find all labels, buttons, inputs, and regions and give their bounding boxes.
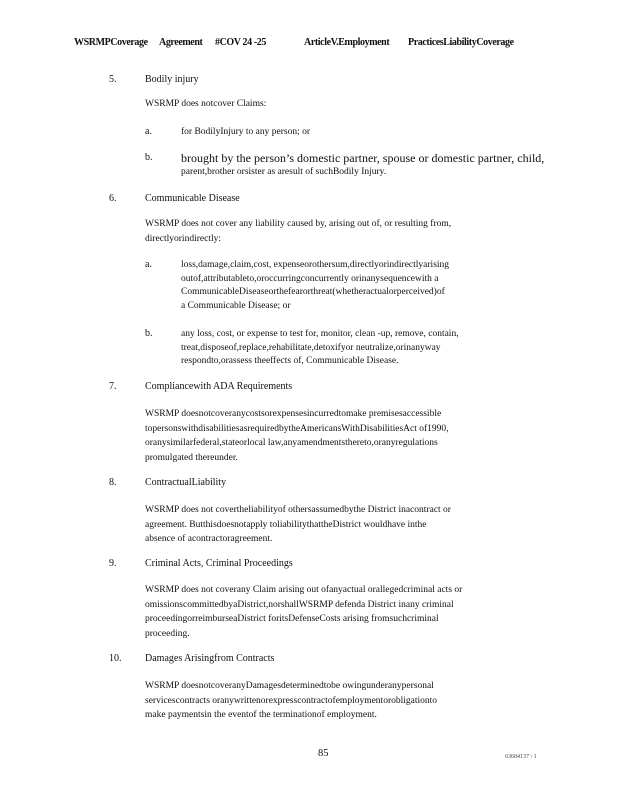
section-6-a-line4: a Communicable Disease; or [181, 300, 291, 311]
section-10-line1: WSRMP doesnotcoveranyDamagesdeterminedtobe owingunderanypersonal [145, 681, 434, 691]
section-5-a-label: a. [145, 126, 152, 137]
section-10-title: Damages Arisingfrom Contracts [145, 653, 275, 664]
section-6-a-text [181, 259, 449, 313]
section-5-intro-text: WSRMP does notcover Claims: [145, 99, 267, 109]
section-5-title: Bodily injury [145, 74, 199, 85]
section-6-a-line3: CommunicableDiseaseorthefearorthreat(whetheractualorperceived)of [181, 287, 445, 297]
section-9-line1: WSRMP does not coverany Claim arising out ofanyactual orallegedcriminal acts or [145, 585, 463, 595]
section-9-number: 9. [109, 558, 117, 569]
section-7-line2: topersonswithdisabilitiesasrequiredbytheAmericansWithDisabilitiesAct of1990, [145, 423, 449, 434]
section-7-line1: WSRMP doesnotcoveranycostsorexpensesincurredtomake premisesaccessible [145, 409, 442, 419]
section-8-number: 8. [109, 477, 117, 488]
section-6-intro [145, 217, 451, 246]
section-7-line4: promulgated thereunder. [145, 452, 238, 463]
section-6-b-line3: respondto,orassess theeffects of, Communicable Disease. [181, 356, 399, 366]
section-9-line4: proceeding. [145, 628, 190, 639]
section-5-b-text [181, 151, 544, 180]
document-reference: 63684137 \ 1 [505, 754, 537, 760]
section-10-line2: servicescontracts oranywrittenorexpresscontractofemploymentorobligationto [145, 695, 438, 706]
section-6-a-label: a. [145, 259, 152, 270]
header-agreement: Agreement [159, 37, 203, 48]
section-6-a-line1: loss,damage,claim,cost, expenseorothersum,directlyorindirectlyarising [181, 260, 450, 270]
section-7-body [145, 407, 449, 465]
header-cov-number: #COV 24 -25 [215, 37, 266, 48]
section-8-line1: WSRMP does not covertheliabilityof othersassumedbythe District inacontract or [145, 505, 451, 515]
header-coverage: WSRMPCoverage [74, 37, 148, 48]
section-7-number: 7. [109, 381, 117, 392]
header-article: ArticleV.Employment [304, 37, 390, 48]
section-6-a-line2: outof,attributableto,oroccurringconcurrently orinanysequencewith a [181, 273, 439, 284]
section-5-number: 5. [109, 74, 117, 85]
section-9-line2: omissionscommittedbyaDistrict,norshallWSRMP defenda District inany criminal [145, 599, 454, 610]
section-6-intro-line2: directlyorindirectly: [145, 233, 221, 244]
section-8-line2: agreement. Butthisdoesnotapply toliabilitythattheDistrict wouldhave inthe [145, 519, 427, 530]
section-6-number: 6. [109, 193, 117, 204]
section-5-b-line1: brought by the person’s domestic partner, spouse or domestic partner, child, [181, 151, 545, 165]
section-6-b-label: b. [145, 328, 153, 339]
section-7-line3: oranysimilarfederal,stateorlocal law,anyamendmentsthereto,oranyregulations [145, 438, 438, 448]
section-9-title: Criminal Acts, Criminal Proceedings [145, 558, 293, 569]
section-6-b-line1: any loss, cost, or expense to test for, monitor, clean -up, remove, contain, [181, 329, 459, 339]
section-6-b-text [181, 328, 459, 369]
section-5-a-line: for BodilyInjury to any person; or [181, 127, 311, 137]
page-number: 85 [318, 748, 329, 759]
section-6-title: Communicable Disease [145, 193, 240, 204]
section-7-title: Compliancewith ADA Requirements [145, 381, 293, 392]
section-8-line3: absence of acontractoragreement. [145, 534, 273, 544]
section-10-number: 10. [109, 653, 122, 664]
section-5-intro [145, 97, 266, 112]
section-5-b-line2: parent,brother orsister as aresult of suchBodily Injury. [181, 167, 387, 177]
section-9-line3: proceedingorreimburseaDistrict foritsDefenseCosts arising fromsuchcriminal [145, 614, 439, 624]
section-6-intro-line1: WSRMP does not cover any liability caused by, arising out of, or resulting from, [145, 219, 452, 229]
section-9-body [145, 583, 462, 641]
section-6-b-line2: treat,disposeof,replace,rehabilitate,detoxifyor neutralize,orinanyway [181, 342, 441, 353]
section-5-b-label: b. [145, 152, 153, 163]
section-5-a-text [181, 126, 310, 140]
section-10-body [145, 679, 437, 723]
section-8-title: ContractualLiability [145, 477, 227, 488]
section-8-body [145, 503, 451, 547]
header-practices: PracticesLiabilityCoverage [408, 37, 514, 48]
section-10-line3: make paymentsin the eventof the terminationof employment. [145, 710, 377, 720]
